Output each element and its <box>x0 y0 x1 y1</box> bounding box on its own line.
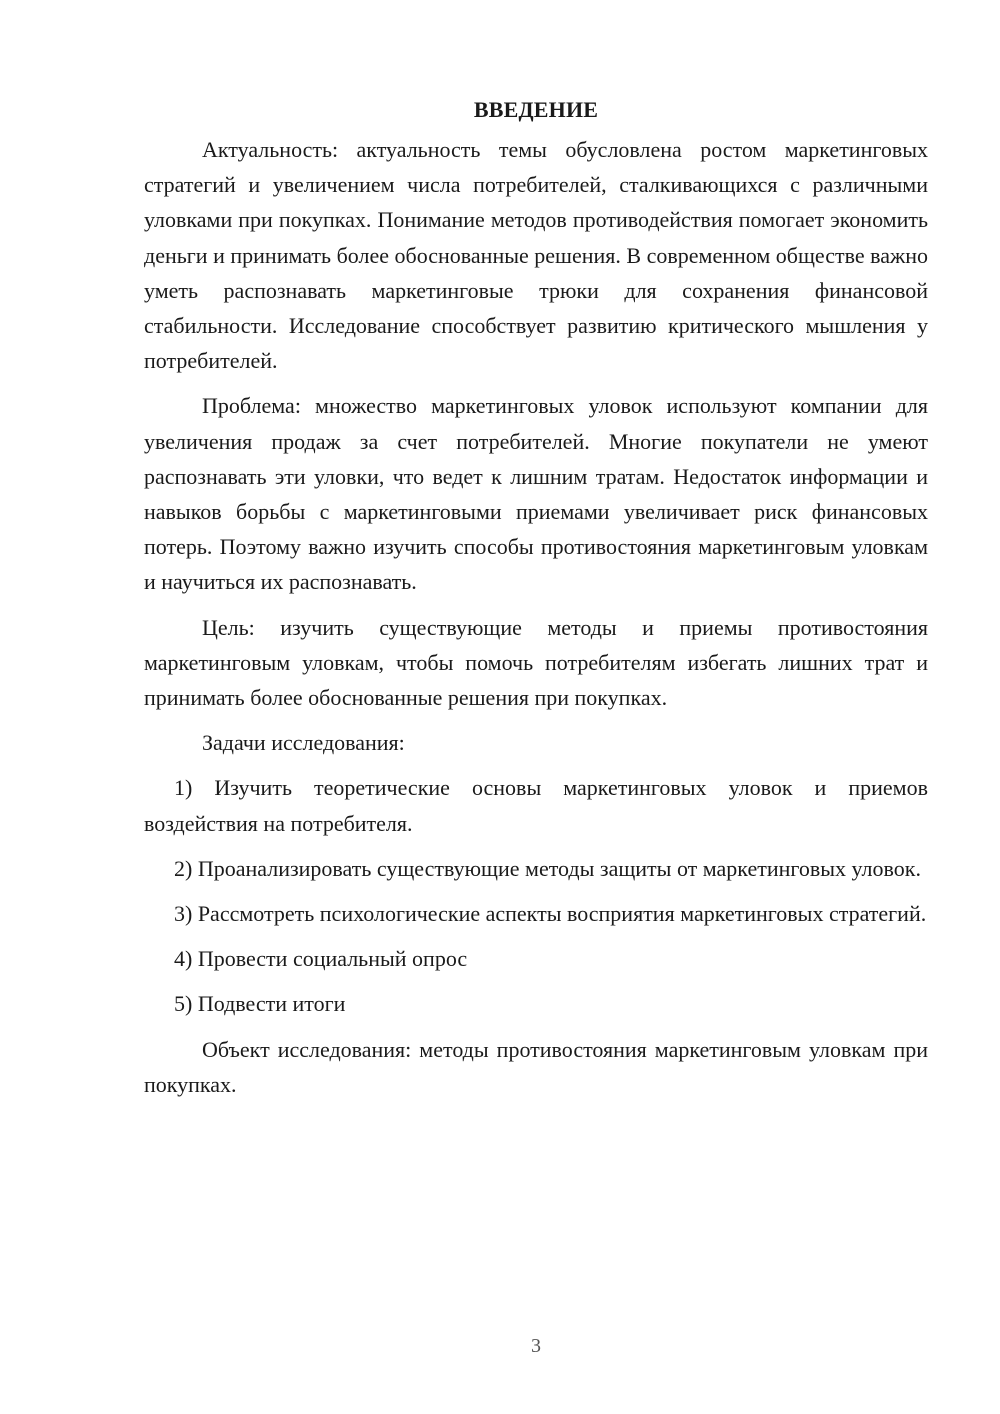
task-item-1: 1) Изучить теоретические основы маркетинговых уловок и приемов воздействия на потребителя. <box>144 775 928 836</box>
tasks-heading: Задачи исследования: <box>202 730 405 756</box>
task-item-3: 3) Рассмотреть психологические аспекты восприятия маркетинговых стратегий. <box>174 901 927 927</box>
problem-paragraph: Проблема: множество маркетинговых уловок используют компании для увеличения продаж за счет потребителей. Многие покупатели не умеют распознавать эти уловки, что ведет к лишним тратам. Недостаток информации и навыков борьбы с маркетинговыми приемами увеличивает риск финансовых потерь. Поэтому важно изучить способы противостояния маркетинговым уловкам и научиться их распознавать. <box>144 393 928 595</box>
object-paragraph: Объект исследования: методы противостояния маркетинговым уловкам при покупках. <box>144 1036 928 1097</box>
task-item-2: 2) Проанализировать существующие методы защиты от маркетинговых уловок. <box>174 855 921 881</box>
section-title: ВВЕДЕНИЕ <box>473 97 599 122</box>
task-item-5: 5) Подвести итоги <box>174 991 346 1017</box>
goal-paragraph: Цель: изучить существующие методы и приемы противостояния маркетинговым уловкам, чтобы помочь потребителям избегать лишних трат и принимать более обоснованные решения при покупках. <box>144 614 928 711</box>
page-number: 3 <box>531 1335 541 1357</box>
document-body <box>144 92 928 1112</box>
task-item-4: 4) Провести социальный опрос <box>174 946 468 972</box>
relevance-paragraph: Актуальность: актуальность темы обусловлена ростом маркетинговых стратегий и увеличением числа потребителей, сталкивающихся с различными уловками при покупках. Понимание методов противодействия помогает экономить деньги и принимать более обоснованные решения. В современном обществе важно уметь распознавать маркетинговые трюки для сохранения финансовой стабильности. Исследование способствует развитию критического мышления у потребителей. <box>144 137 928 374</box>
